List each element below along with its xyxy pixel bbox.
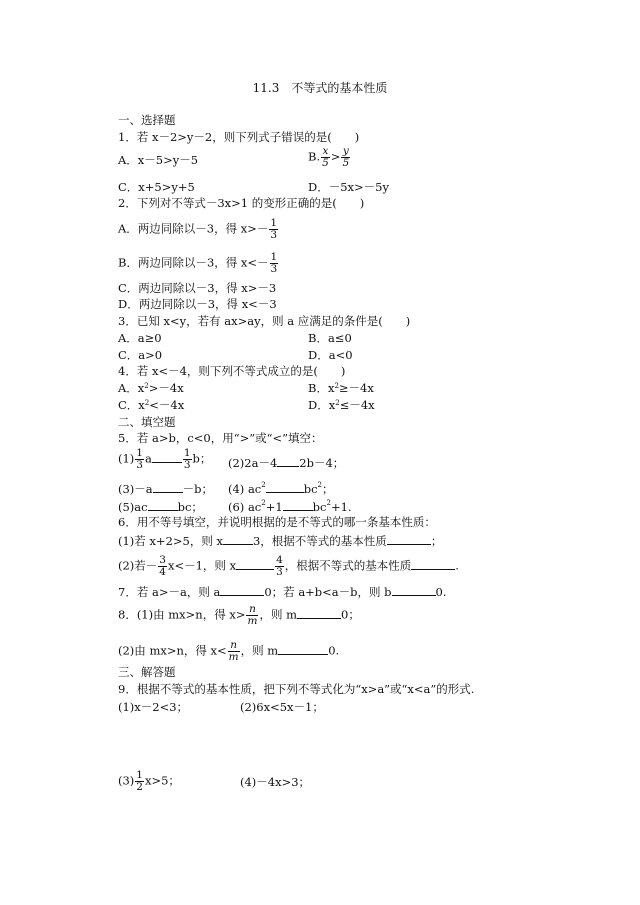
section-heading-choice: 一、选择题 — [118, 113, 176, 127]
q8-p2-pre: (2)由 mx>n，得 x< — [118, 643, 227, 658]
q7-mid: 0；若 a+b<a－b，则 b — [264, 585, 392, 599]
q5-p2-blank[interactable] — [277, 454, 299, 467]
q5-p1-pre: (1) — [118, 451, 135, 466]
q9-p3-fraction — [135, 770, 144, 793]
q1-option-a: A．x－5>y－5 — [118, 153, 199, 167]
q5-p4-post: bc — [303, 482, 318, 496]
q2-option-c: C．两边同除以－3，得 x>－3 — [118, 281, 277, 295]
q8-p2-end: 0. — [328, 643, 340, 658]
q6-p2-mid2: ，根据不等式的基本性质 — [284, 558, 412, 573]
q8-p2-fraction — [228, 640, 240, 663]
exponent: 2 — [144, 382, 149, 390]
q9-part-3 — [118, 770, 180, 793]
q1-option-b — [308, 146, 351, 169]
q4-option-d — [308, 398, 375, 413]
q8-p2-blank[interactable] — [278, 642, 328, 655]
q5-p1-blank[interactable] — [152, 450, 182, 463]
numerator: 1 — [270, 217, 278, 229]
denominator: 2 — [136, 781, 143, 793]
q3-stem: 3．已知 x<y，若有 ax>ay，则 a 应满足的条件是( ) — [118, 314, 411, 328]
numerator: 1 — [136, 769, 143, 781]
q5-part-4 — [228, 480, 334, 497]
q4-d-pre: D．x — [308, 398, 336, 412]
q1-b-fraction-y — [341, 146, 350, 169]
q4-option-a — [118, 381, 184, 396]
q2-option-a — [118, 218, 279, 241]
q7-end: 0. — [435, 585, 447, 599]
q8-p1-fraction — [246, 604, 258, 627]
q7-blank-a[interactable] — [220, 583, 264, 596]
denominator: 3 — [136, 459, 143, 471]
q6-p2-end: . — [455, 558, 459, 573]
q5-part-3 — [118, 480, 213, 497]
q3-option-d: D．a<0 — [308, 348, 353, 362]
q9-p3-pre: (3) — [118, 773, 135, 788]
page-title: 11.3 不等式的基本性质 — [252, 81, 388, 95]
q2-a-text: A．两边同除以－3，得 x>－ — [118, 221, 269, 236]
q5-part-6 — [228, 498, 352, 515]
q6-p1-blank-sign[interactable] — [223, 532, 253, 545]
denominator: 3 — [183, 459, 191, 471]
q9-stem: 9．根据不等式的基本性质，把下列不等式化为“x>a”或“x<a”的形式. — [118, 682, 475, 696]
q5-p5-blank[interactable] — [148, 498, 178, 511]
q5-p5-pre: (5)ac — [118, 500, 148, 514]
q5-p1-fraction-b — [183, 448, 192, 471]
q3-option-c: C．a>0 — [118, 348, 163, 362]
q2-b-text: B．两边同除以－3，得 x<－ — [118, 255, 269, 270]
q5-p4-pre: (4) ac — [228, 482, 262, 496]
numerator: n — [246, 604, 258, 616]
q2-option-b — [118, 252, 279, 275]
q1-stem: 1．若 x－2>y－2，则下列式子错误的是( ) — [118, 130, 360, 144]
q5-p5-post: bc； — [177, 500, 203, 514]
denominator: 4 — [159, 566, 166, 578]
q5-p4-blank[interactable] — [266, 480, 304, 493]
numerator: n — [228, 640, 240, 652]
q5-p1-fraction-a — [135, 448, 144, 471]
q8-p1-pre: 8．(1)由 mx>n，得 x> — [118, 607, 246, 622]
q5-p2-pre: (2)2a－4 — [228, 456, 278, 470]
q4-option-b — [308, 381, 374, 396]
denominator: 3 — [276, 566, 283, 578]
q5-p1-var-b: b； — [192, 451, 212, 466]
q5-p2-post: 2b－4； — [299, 456, 345, 470]
q5-part-1 — [118, 448, 211, 471]
q9-p3-post: x>5； — [144, 773, 180, 788]
section-heading-answer: 三、解答题 — [118, 665, 176, 679]
q5-p1-var-a: a — [144, 451, 152, 466]
section-heading-fill: 二、填空题 — [118, 415, 176, 429]
q4-d-post: ≤－4x — [339, 398, 375, 412]
q6-p1-end: ； — [430, 534, 443, 548]
numerator: 4 — [276, 554, 283, 566]
q1-option-c: C．x+5>y+5 — [118, 180, 195, 194]
q5-stem: 5．若 a>b，c<0，用“>”或“<”填空： — [118, 431, 323, 445]
q4-c-post: <－4x — [149, 398, 185, 412]
denominator: m — [247, 615, 258, 627]
q1-b-fraction-x — [321, 146, 330, 169]
q2-b-fraction — [270, 252, 279, 275]
q4-a-pre: A．x — [118, 381, 145, 395]
q8-p1-end: 0； — [341, 607, 360, 622]
q1-option-d: D．－5x>－5y — [308, 180, 389, 194]
q9-part-2: (2)6x<5x－1； — [240, 700, 324, 714]
numerator: 1 — [136, 447, 143, 459]
exponent: 2 — [261, 499, 266, 507]
q6-stem: 6．用不等号填空，并说明根据的是不等式的哪一条基本性质： — [118, 515, 436, 529]
q8-p1-blank[interactable] — [297, 606, 341, 619]
exponent: 2 — [334, 382, 339, 390]
q8-part-1 — [118, 604, 360, 627]
numerator: x — [322, 145, 329, 157]
q6-p1-pre: (1)若 x+2>5，则 x — [118, 534, 223, 548]
exponent: 2 — [317, 481, 322, 489]
denominator: 3 — [270, 263, 278, 275]
q4-option-c — [118, 398, 184, 413]
q6-p2-fraction-b — [275, 555, 284, 578]
denominator: 3 — [270, 229, 278, 241]
q3-option-b: B．a≤0 — [308, 331, 352, 345]
q6-p1-blank-property[interactable] — [387, 532, 431, 545]
q6-p1-mid: 3，根据不等式的基本性质 — [252, 534, 387, 548]
q9-part-4: (4)－4x>3； — [240, 775, 311, 789]
q7-blank-b[interactable] — [392, 583, 436, 596]
q8-p1-mid: ，则 m — [259, 607, 298, 622]
q4-stem: 4．若 x<－4，则下列不等式成立的是( ) — [118, 364, 346, 378]
q7 — [118, 583, 447, 600]
q5-p6-pre: (6) ac — [228, 500, 262, 514]
q2-stem: 2．下列对不等式－3x>1 的变形正确的是( ) — [118, 196, 365, 210]
q6-p2-blank-sign[interactable] — [236, 557, 274, 570]
numerator: 3 — [159, 554, 166, 566]
denominator: m — [228, 651, 239, 663]
q9-part-1: (1)x－2<3； — [118, 700, 189, 714]
q1-option-b-prefix: B. — [308, 149, 321, 164]
q2-a-fraction — [269, 218, 278, 241]
q5-p4-end: ； — [322, 482, 334, 496]
q5-part-5 — [118, 498, 203, 515]
q6-p2-mid: x<－1，则 x — [167, 558, 237, 573]
numerator: 1 — [183, 447, 191, 459]
q5-p6-mid: +1 — [265, 500, 283, 514]
exponent: 2 — [335, 399, 340, 407]
numerator: 1 — [270, 251, 278, 263]
exponent: 2 — [144, 399, 150, 407]
denominator: 5 — [322, 157, 329, 169]
q5-part-2 — [228, 454, 344, 471]
q7-pre: 7．若 a>－a，则 a — [118, 585, 221, 599]
exponent: 2 — [326, 499, 331, 507]
q6-part-1 — [118, 532, 442, 549]
q6-part-2 — [118, 555, 459, 578]
q5-p3-pre: (3)－a — [118, 482, 153, 496]
q5-p3-post: －b； — [182, 482, 214, 496]
q5-p6-end: +1. — [330, 500, 352, 514]
q4-c-pre: C．x — [118, 398, 145, 412]
q4-b-pre: B．x — [308, 381, 335, 395]
q4-b-post: ≥－4x — [338, 381, 374, 395]
denominator: 5 — [342, 157, 350, 169]
q4-a-post: >－4x — [148, 381, 184, 395]
q2-option-d: D．两边同除以－3，得 x<－3 — [118, 297, 277, 311]
q5-p6-blank[interactable] — [283, 498, 313, 511]
q8-part-2 — [118, 640, 339, 663]
q6-p2-blank-property[interactable] — [411, 557, 455, 570]
q6-p2-pre: (2)若－ — [118, 558, 158, 573]
exponent: 2 — [261, 481, 266, 489]
q5-p6-post: bc — [312, 500, 327, 514]
numerator: y — [342, 145, 349, 157]
q1-b-operator: > — [330, 149, 341, 164]
q5-p3-blank[interactable] — [153, 480, 183, 493]
q3-option-a: A．a≥0 — [118, 331, 162, 345]
q6-p2-fraction-a — [158, 555, 167, 578]
q8-p2-mid: ，则 m — [240, 643, 279, 658]
